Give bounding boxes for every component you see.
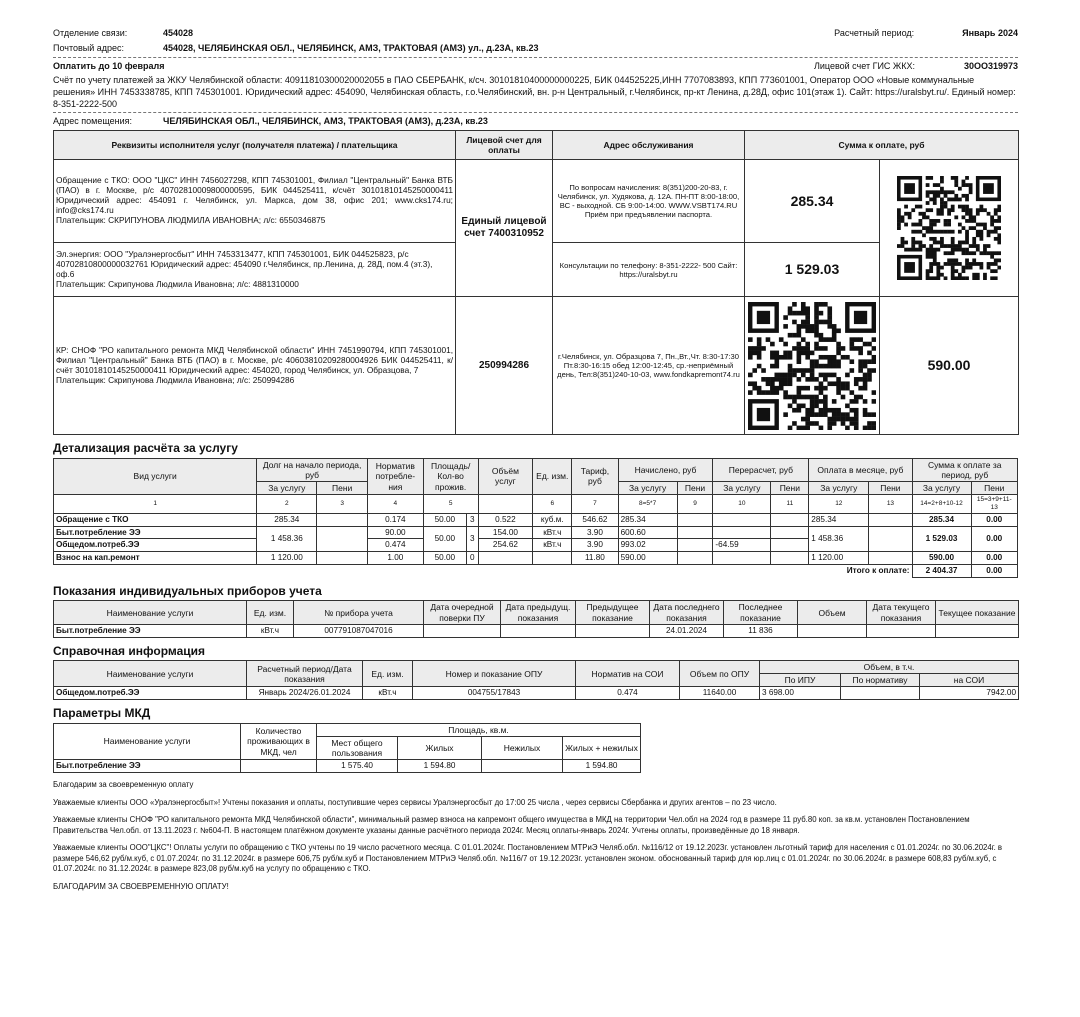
detail-norm: 90.00	[367, 526, 423, 539]
ref-h-9: на СОИ	[920, 674, 1019, 687]
detail-norm: 0.474	[367, 539, 423, 552]
detail-table	[53, 458, 1018, 578]
tko-service: По вопросам начисления: 8(351)200-20-83, г. Челябинск, ул. Худякова, д. 12А. ПН-ПТ 8:00-18:00, ВС - выходной. СБ 9:00-14:00. WWW.VSBT174.RU Приём при предъявлении паспорта.	[553, 160, 745, 243]
meters-h-6: Дата последнего показания	[650, 601, 724, 624]
detail-h-paid-service: За услугу	[809, 482, 869, 495]
address-value: 454028, ЧЕЛЯБИНСКАЯ ОБЛ., ЧЕЛЯБИНСК, АМЗ, ТРАКТОВАЯ (АМЗ) ул., д.23А, кв.23	[163, 42, 539, 53]
tko-text: Обращение с ТКО: ООО "ЦКС" ИНН 7456027298, КПП 745301001, Филиал "Центральный" Банка ВТБ (ПАО) в г. Москве, р/с 40702810009800000595, БИК 044525411, к/счёт 30101810145250000411 Юридический адрес: 454091 г. Челябинск, ул. Маркса, дом 38, офис 201; www.cks174.ru; info@cks174.ru	[56, 175, 453, 216]
meters-title: Показания индивидуальных приборов учета	[53, 584, 322, 599]
kr-service: г.Челябинск, ул. Образцова 7, Пн.,Вт.,Чт. 8:30-17:30 Пт.8:30-16:15 обед 12:00-12:45, ср.-неприёмный день, Тел:8(351)240-10-03, www.fondkapremont74.ru	[553, 297, 745, 435]
meters-h-8: Объем	[798, 601, 867, 624]
meters-h-7: Последнее показание	[724, 601, 798, 624]
detail-debt-pen	[317, 513, 368, 526]
meters-h-3: Дата очередной поверки ПУ	[424, 601, 501, 624]
col-num: 14=2+8+10-12	[912, 495, 971, 514]
detail-h-debt-penalty: Пени	[317, 482, 368, 495]
detail-service: Обращение с ТКО	[54, 513, 257, 526]
detail-topay-pen: 0.00	[971, 513, 1017, 526]
period-value: Январь 2024	[962, 28, 1018, 38]
detail-area: 50.00	[423, 526, 466, 552]
detail-charged-pen	[677, 526, 713, 539]
detail-resid: 0	[466, 552, 478, 565]
detail-charged: 590.00	[618, 552, 677, 565]
meters-h-1: Ед. изм.	[247, 601, 294, 624]
note-cks: Уважаемые клиенты ООО"ЦКС"! Оплаты услуги по обращению с ТКО учтены по 19 число расчетного месяца. С 01.01.2024г. Постановлением МТРиЭ Челяб.обл. №116/12 от 19.12.2023г. установлен льготный тариф для населения с 01.01.2024г. по 30.06.2024г. в размере 546,62 руб/м.куб, с 01.07.2024г. по 31.12.2024г. в размере 606,75 руб/м.куб и Постановлением МТРиЭ Челяб.обл. №116/7 от 19.12.2023г. установлен эконом. обоснованный тариф для юр.лиц с 01.01.2024г. по 30.06.2024г. в размере 608,83 руб/м.куб, с 01.07.2024г. по 31.12.2024г. в размере 823,08 руб/м.куб на услугу по обращению с ТКО.	[53, 843, 1003, 874]
col-num: 15=3+9+11-13	[971, 495, 1017, 514]
meters-h-2: № прибора учета	[294, 601, 424, 624]
ref-h-8: По нормативу	[841, 674, 920, 687]
account-text: Счёт по учету платежей за ЖКУ Челябинской области: 40911810300020002055 в ПАО СБЕРБАНК, к/сч. 30101810400000000225, БИК 044525225,ИНН 7707083893, КПП 773601001, Оператор ООО «Новые коммунальные решения» ИНН 7453338785, КПП 745301001. Юридический адрес: 454090, Челябинская область, г.о.Челябинский, вн. р-н Центральный, г.Челябинск, пр-кт Ленина, д.28Д, офис 101(этаж 1). Сайт: https://uralsbyt.ru/. Единый номер: 8-351-2222-500	[53, 75, 1018, 113]
detail-service: Взнос на кап.ремонт	[54, 552, 257, 565]
gis-label: Лицевой счет ГИС ЖКХ:	[813, 60, 915, 71]
pay-until: Оплатить до 10 февраля	[53, 60, 165, 71]
params-total: 1 594.80	[563, 760, 641, 773]
detail-h-area: Площадь/ Кол-во прожив.	[423, 458, 478, 495]
params-table	[53, 723, 641, 773]
detail-recalc-pen	[771, 539, 809, 552]
meters-last-value: 11 836	[724, 624, 798, 637]
ref-volume-opu: 11640.00	[680, 687, 760, 700]
tko-sum: 285.34	[745, 160, 880, 243]
req-header-sum: Сумма к оплате, руб	[745, 131, 1019, 160]
col-num: 4	[367, 495, 423, 514]
ee-payer: Плательщик: Скрипунова Людмила Ивановна; л/с: 4881310000	[56, 278, 299, 289]
ref-h-3: Номер и показание ОПУ	[413, 661, 576, 687]
params-h-4: Жилых	[398, 736, 482, 759]
detail-unit: кВт.ч	[533, 539, 572, 552]
req-header-account: Лицевой счет для оплаты	[456, 131, 553, 160]
detail-paid: 285.34	[809, 513, 869, 526]
detail-charged: 285.34	[618, 513, 677, 526]
note-final: БЛАГОДАРИМ ЗА СВОЕВРЕМЕННУЮ ОПЛАТУ!	[53, 881, 229, 891]
col-num: 3	[317, 495, 368, 514]
ref-h-6: Объем, в т.ч.	[760, 661, 1019, 674]
detail-resid: 3	[466, 526, 478, 552]
col-num: 8=5*7	[618, 495, 677, 514]
detail-h-debt: Долг на начало периода, руб	[257, 458, 368, 481]
note-thanks: Благодарим за своевременную оплату	[53, 780, 194, 790]
ref-h-7: По ИПУ	[760, 674, 841, 687]
detail-unit: куб.м.	[533, 513, 572, 526]
ref-h-2: Ед. изм.	[363, 661, 413, 687]
ref-norm-soi: 0.474	[576, 687, 680, 700]
qr-code-icon	[897, 176, 1001, 280]
detail-service: Быт.потребление ЭЭ	[54, 526, 257, 539]
detail-paid-pen	[869, 552, 912, 565]
ee-sum: 1 529.03	[745, 243, 880, 297]
ref-unit: кВт.ч	[363, 687, 413, 700]
detail-tariff: 11.80	[572, 552, 618, 565]
detail-paid-pen	[869, 526, 912, 552]
notes-block	[53, 780, 1018, 892]
detail-topay-pen: 0.00	[971, 526, 1017, 552]
detail-debt: 1 458.36	[257, 526, 317, 552]
detail-charged-pen	[677, 513, 713, 526]
detail-charged-pen	[677, 539, 713, 552]
detail-norm: 1.00	[367, 552, 423, 565]
meters-check-date	[424, 624, 501, 637]
meters-unit: кВт.ч	[247, 624, 294, 637]
meters-current-date	[867, 624, 936, 637]
detail-h-norm: Норматив потребле-ния	[367, 458, 423, 495]
kr-requisites	[54, 297, 456, 435]
params-h-6: Жилых + нежилых	[563, 736, 641, 759]
detail-area: 50.00	[423, 513, 466, 526]
detail-charged-pen	[677, 552, 713, 565]
ref-service: Общедом.потреб.ЭЭ	[54, 687, 247, 700]
detail-norm: 0.174	[367, 513, 423, 526]
detail-h-recalc-penalty: Пени	[771, 482, 809, 495]
meters-h-4: Дата предыдущ. показания	[501, 601, 576, 624]
detail-paid-pen	[869, 513, 912, 526]
requisites-table	[53, 130, 1019, 435]
address-label: Почтовый адрес:	[53, 42, 125, 53]
gis-value: 30ОО319973	[963, 60, 1018, 71]
detail-h-service: Вид услуги	[54, 458, 257, 495]
detail-topay: 590.00	[912, 552, 971, 565]
params-title: Параметры МКД	[53, 706, 151, 721]
header-line-2	[53, 43, 1018, 58]
params-h-2: Площадь, кв.м.	[317, 723, 641, 736]
detail-h-topay-service: За услугу	[912, 482, 971, 495]
premises-label: Адрес помещения:	[53, 116, 133, 127]
unified-account: Единый лицевой счет 7400310952	[456, 160, 553, 297]
col-num: 13	[869, 495, 912, 514]
tko-requisites	[54, 160, 456, 243]
detail-volume: 0.522	[478, 513, 533, 526]
col-num	[478, 495, 533, 514]
meters-device-number: 007791087047016	[294, 624, 424, 637]
detail-tariff: 3.90	[572, 539, 618, 552]
req-header-address: Адрес обслуживания	[553, 131, 745, 160]
table-row	[54, 513, 1018, 526]
ref-soi: 7942.00	[920, 687, 1019, 700]
detail-topay-pen: 0.00	[971, 552, 1017, 565]
detail-recalc-pen	[771, 526, 809, 539]
detail-resid: 3	[466, 513, 478, 526]
detail-paid: 1 120.00	[809, 552, 869, 565]
office-value: 454028	[163, 28, 194, 38]
detail-topay: 285.34	[912, 513, 971, 526]
meters-service: Быт.потребление ЭЭ	[54, 624, 247, 637]
meters-last-date: 24.01.2024	[650, 624, 724, 637]
meters-prev-value	[576, 624, 650, 637]
col-num: 9	[677, 495, 713, 514]
meters-h-9: Дата текущего показания	[867, 601, 936, 624]
kr-payer: Плательщик: Скрипунова Людмила Ивановна; л/с: 250994286	[56, 374, 295, 385]
meters-table	[53, 600, 1019, 637]
ee-requisites	[54, 243, 456, 297]
table-row	[54, 624, 1019, 637]
detail-total-pen: 0.00	[971, 565, 1017, 578]
detail-service: Общедом.потреб.ЭЭ	[54, 539, 257, 552]
detail-debt-pen	[317, 526, 368, 552]
params-nonliving	[482, 760, 563, 773]
detail-recalc-pen	[771, 513, 809, 526]
detail-recalc: -64.59	[713, 539, 771, 552]
detail-unit: кВт.ч	[533, 526, 572, 539]
qr-code-icon	[748, 302, 876, 430]
detail-tariff: 546.62	[572, 513, 618, 526]
detail-recalc	[713, 513, 771, 526]
detail-total-label: Итого к оплате:	[54, 565, 913, 578]
col-num: 6	[533, 495, 572, 514]
col-num: 12	[809, 495, 869, 514]
detail-num-row	[54, 495, 1018, 514]
params-living: 1 594.80	[398, 760, 482, 773]
detail-charged: 600.60	[618, 526, 677, 539]
detail-paid: 1 458.36	[809, 526, 869, 552]
ee-text: Эл.энергия: ООО "Уралэнергосбыт" ИНН 7453313477, КПП 745301001, БИК 044525823, р/с 40702810800000032761 Юридический адрес: 454090 г.Челябинск, пр.Ленина, д. 28Д, пом.4 (эт.3), оф.6	[56, 248, 433, 279]
detail-recalc	[713, 552, 771, 565]
table-row	[54, 760, 641, 773]
detail-h-topay: Сумма к оплате за период, руб	[912, 458, 1017, 481]
params-common-area: 1 575.40	[317, 760, 398, 773]
col-num: 7	[572, 495, 618, 514]
header-line-3	[53, 61, 1018, 72]
note-fund: Уважаемые клиенты СНОФ "РО капитального ремонта МКД Челябинской области", минимальный размер взноса на капремонт общего имущества в МКД на территории Чел.обл на 2024 год в размере 11 руб.80 коп. за кв.м. установлен Постановлением Правительства Чел.обл. от 13.11.2023 г. №604-П. В настоящем платёжном документе указаны данные расчётного периода 2024г. Месяц оплаты-январь 2024г. Учтены оплаты, произведённые до 18 января.	[53, 815, 970, 835]
detail-volume: 154.00	[478, 526, 533, 539]
ref-opu: 004755/17843	[413, 687, 576, 700]
detail-h-paid-penalty: Пени	[869, 482, 912, 495]
reference-title: Справочная информация	[53, 643, 206, 658]
meters-prev-date	[501, 624, 576, 637]
qr-cell-1	[880, 160, 1019, 297]
office-label: Отделение связи:	[53, 28, 128, 38]
params-residents	[241, 760, 317, 773]
tko-payer: Плательщик: СКРИПУНОВА ЛЮДМИЛА ИВАНОВНА; л/с: 6550346875	[56, 215, 326, 226]
col-num: 5	[423, 495, 478, 514]
detail-tariff: 3.90	[572, 526, 618, 539]
ref-h-4: Норматив на СОИ	[576, 661, 680, 687]
detail-recalc-pen	[771, 552, 809, 565]
params-h-5: Нежилых	[482, 736, 563, 759]
detail-h-charged-service: За услугу	[618, 482, 677, 495]
params-h-1: Количество проживающих в МКД, чел	[241, 723, 317, 760]
ref-period: Январь 2024/26.01.2024	[247, 687, 363, 700]
detail-volume	[478, 552, 533, 565]
table-row	[54, 526, 1018, 539]
ref-ipu: 3 698.00	[760, 687, 841, 700]
req-header-requisites: Реквизиты исполнителя услуг (получателя платежа) / плательщика	[54, 131, 456, 160]
table-row	[54, 552, 1018, 565]
params-h-3: Мест общего пользования	[317, 736, 398, 759]
reference-table	[53, 660, 1019, 700]
detail-area: 50.00	[423, 552, 466, 565]
detail-h-paid: Оплата в месяце, руб	[809, 458, 912, 481]
detail-h-volume: Объём услуг	[478, 458, 533, 495]
kr-sum: 590.00	[880, 297, 1019, 435]
detail-h-charged: Начислено, руб	[618, 458, 713, 481]
period-label: Расчетный период:	[834, 28, 915, 38]
kr-account: 250994286	[456, 297, 553, 435]
detail-h-recalc: Перерасчет, руб	[713, 458, 809, 481]
detail-topay: 1 529.03	[912, 526, 971, 552]
ref-h-5: Объем по ОПУ	[680, 661, 760, 687]
meters-h-0: Наименование услуги	[54, 601, 247, 624]
premises-value: ЧЕЛЯБИНСКАЯ ОБЛ., ЧЕЛЯБИНСК, АМЗ, ТРАКТОВАЯ (АМЗ), д.23А, кв.23	[163, 116, 488, 127]
premises-line	[53, 116, 1018, 127]
detail-debt: 1 120.00	[257, 552, 317, 565]
note-uralsbyt: Уважаемые клиенты ООО «Уралэнергосбыт»! Учтены показания и оплаты, поступившие через сервисы Уралэнергосбыт до 17:00 25 числа , через сервисы Сбербанка и других агентов – по 23 число.	[53, 797, 777, 807]
detail-total-value: 2 404.37	[912, 565, 971, 578]
meters-h-5: Предыдущее показание	[576, 601, 650, 624]
detail-h-recalc-service: За услугу	[713, 482, 771, 495]
ref-normative	[841, 687, 920, 700]
header-line-1	[53, 28, 1018, 39]
detail-title: Детализация расчёта за услугу	[53, 441, 238, 456]
qr-cell-2	[745, 297, 880, 435]
detail-h-tariff: Тариф, руб	[572, 458, 618, 495]
detail-unit	[533, 552, 572, 565]
meters-h-10: Текущее показание	[936, 601, 1019, 624]
detail-h-debt-service: За услугу	[257, 482, 317, 495]
params-h-0: Наименование услуги	[54, 723, 241, 760]
col-num: 10	[713, 495, 771, 514]
params-service: Быт.потребление ЭЭ	[54, 760, 241, 773]
detail-debt: 285.34	[257, 513, 317, 526]
kr-text: КР: СНОФ "РО капитального ремонта МКД Челябинской области" ИНН 7451990794, КПП 745301001, Филиал "Центральный" Банка ВТБ (ПАО) в г. Москве, р/с 40603810209280004926 БИК 044525411, к/счёт 30101810145250000411 Юридический адрес: 454020, город Челябинск, ул. Образцова, 7	[56, 344, 453, 375]
detail-volume: 254.62	[478, 539, 533, 552]
col-num: 1	[54, 495, 257, 514]
detail-debt-pen	[317, 552, 368, 565]
meters-volume	[798, 624, 867, 637]
col-num: 11	[771, 495, 809, 514]
meters-current-value	[936, 624, 1019, 637]
detail-h-topay-penalty: Пени	[971, 482, 1017, 495]
ref-h-1: Расчетный период/Дата показания	[247, 661, 363, 687]
detail-recalc	[713, 526, 771, 539]
table-row	[54, 687, 1019, 700]
col-num: 2	[257, 495, 317, 514]
detail-total-row	[54, 565, 1018, 578]
ref-h-0: Наименование услуги	[54, 661, 247, 687]
ee-service: Консультации по телефону: 8-351-2222- 500 Сайт: https://uralsbyt.ru	[553, 243, 745, 297]
detail-charged: 993.02	[618, 539, 677, 552]
detail-h-unit: Ед. изм.	[533, 458, 572, 495]
detail-h-charged-penalty: Пени	[677, 482, 713, 495]
